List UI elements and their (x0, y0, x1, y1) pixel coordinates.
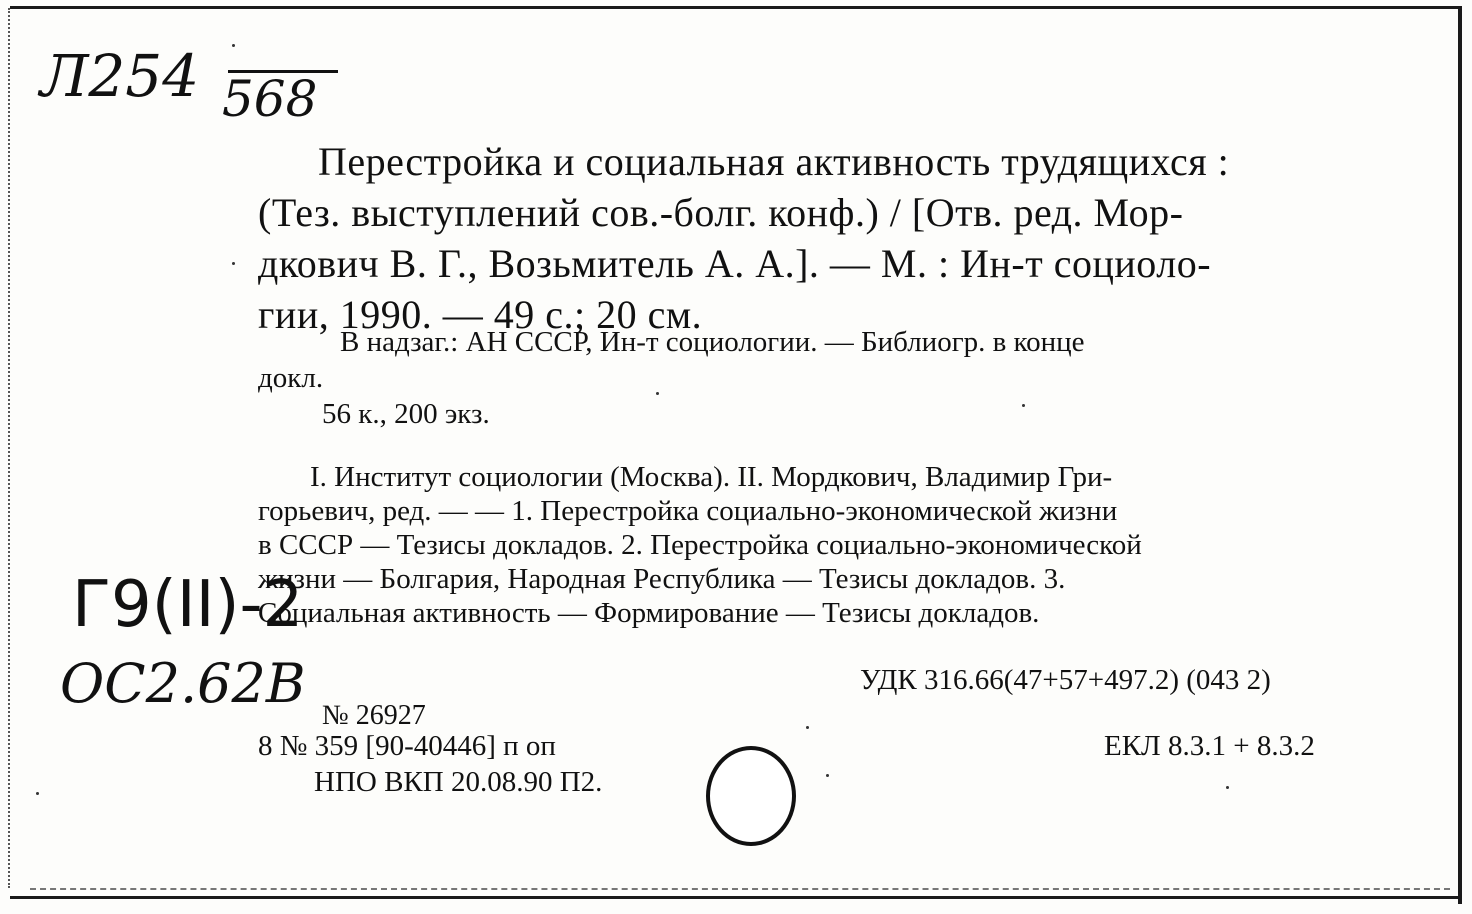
handwritten-classification-code: ОС2.62В (60, 652, 306, 715)
note-line: докл. (258, 362, 324, 394)
title-line: (Тез. выступлений сов.-болг. конф.) / [Отв. ред. Мор- (258, 190, 1184, 235)
price-block (258, 396, 1418, 432)
tracing-line: жизни — Болгария, Народная Республика — Тезисы докладов. 3. (258, 563, 1066, 595)
speck (1022, 404, 1025, 407)
ekl-code: ЕКЛ 8.3.1 + 8.3.2 (1104, 730, 1315, 762)
note-line: В надзаг.: АН СССР, Ин-т социологии. — Библиогр. в конце (340, 326, 1085, 358)
title-line: дкович В. Г., Возьмитель А. А.]. — М. : Ин-т социоло- (258, 241, 1212, 286)
card-dashed-edge (30, 888, 1450, 890)
title-line: Перестройка и социальная активность трудящихся : (318, 139, 1230, 184)
tracing-line: горьевич, ред. — — 1. Перестройка социально-экономической жизни (258, 495, 1118, 527)
speck (232, 44, 235, 47)
punch-hole (706, 746, 796, 846)
handwritten-classification: Г9(II)-2 (72, 568, 304, 642)
speck (232, 262, 235, 265)
subject-tracings (258, 460, 1418, 630)
handwritten-shelf-number: 568 (222, 70, 318, 128)
speck (36, 792, 39, 795)
card-border-bottom (10, 896, 1462, 899)
order-line: 8 № 359 [90-40446] п оп (258, 730, 556, 762)
tracing-line: I. Институт социологии (Москва). II. Мордкович, Владимир Гри- (310, 461, 1113, 493)
speck (656, 392, 659, 395)
udk-code: УДК 316.66(47+57+497.2) (043 2) (860, 664, 1271, 696)
title-line: гии, 1990. — 49 с.; 20 см. (258, 292, 703, 337)
card-border-left (8, 8, 12, 888)
card-number: № 26927 (322, 700, 426, 731)
bibliographic-description (258, 136, 1418, 340)
card-border-right (1458, 8, 1462, 904)
speck (826, 774, 829, 777)
tracing-line: Социальная активность — Формирование — Тезисы докладов. (258, 597, 1040, 629)
price-line: 56 к., 200 экз. (322, 398, 490, 430)
card-border-top (10, 6, 1462, 9)
handwritten-shelf-mark: Л254 (40, 42, 200, 110)
printer-line: НПО ВКП 20.08.90 П2. (314, 766, 603, 798)
speck (806, 726, 809, 729)
notes-block (258, 324, 1418, 396)
speck (1226, 786, 1229, 789)
tracing-line: в СССР — Тезисы докладов. 2. Перестройка социально-экономической (258, 529, 1142, 561)
